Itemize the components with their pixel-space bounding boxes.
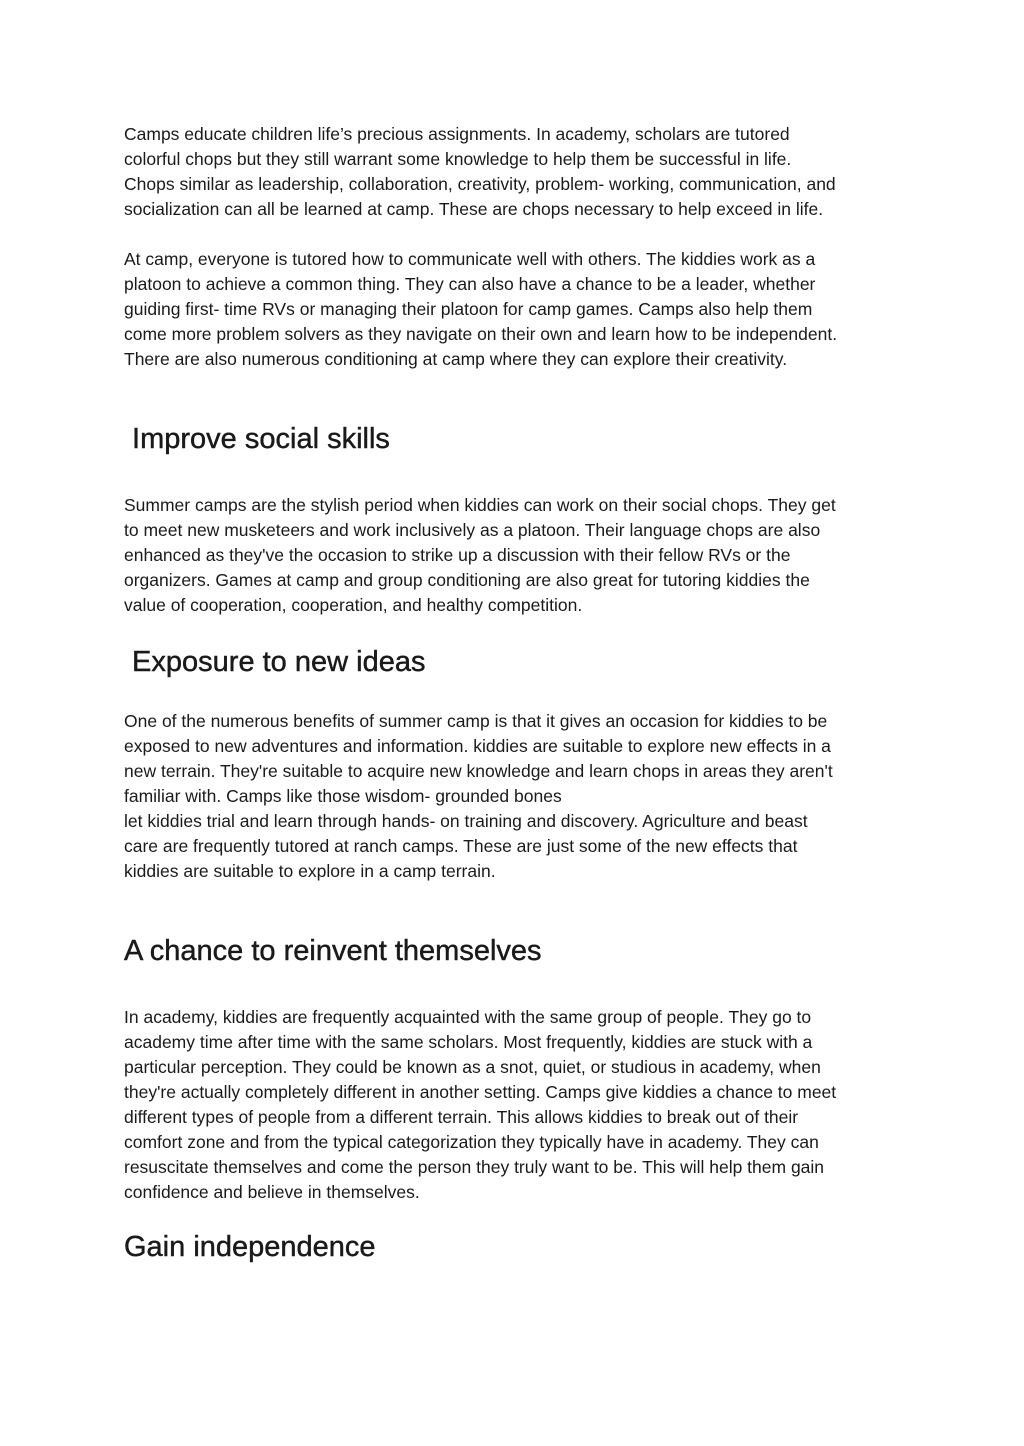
reinvent-paragraph: In academy, kiddies are frequently acquainted with the same group of people. They go to academy time after time with the same scholars. Most frequently, kiddies are stuck with a particular perception. They could be known as a snot, quiet, or studious in academy, when they're actually completely different in another setting. Camps give kiddies a chance to meet different types of people from a different terrain. This allows kiddies to break out of their comfort zone and from the typical categorization they typically have in academy. They can resuscitate themselves and come the person they truly want to be. This will help them gain confidence and believe in themselves.: [124, 1007, 837, 1202]
intro-paragraph: Camps educate children life’s precious assignments. In academy, scholars are tutored colorful chops but they still warrant some knowledge to help them be successful in life. Chops similar as leadership, collaboration, creativity, problem- working, communication, and socialization can all be learned at camp. These are chops necessary to help exceed in life.: [124, 124, 836, 219]
new-ideas-paragraph: One of the numerous benefits of summer camp is that it gives an occasion for kiddies to be exposed to new adventures and information. kiddies are suitable to explore new effects in a new terrain. They're suitable to acquire new knowledge and learn chops in areas they aren't familiar with. Camps like those wisdom- grounded bones let kiddies trial and learn through hands- on training and discovery. Agriculture and beast care are frequently tutored at ranch camps. These are just some of the new effects that kiddies are suitable to explore in a camp terrain.: [124, 711, 833, 881]
heading-improve-social-skills: Improve social skills: [124, 423, 390, 455]
social-skills-paragraph: Summer camps are the stylish period when kiddies can work on their social chops. They get to meet new musketeers and work inclusively as a platoon. Their language chops are also enhanced as they've the occasion to strike up a discussion with their fellow RVs or the organizers. Games at camp and group conditioning are also great for tutoring kiddies the value of cooperation, cooperation, and healthy competition.: [124, 495, 836, 615]
communication-paragraph: At camp, everyone is tutored how to communicate well with others. The kiddies work as a platoon to achieve a common thing. They can also have a chance to be a leader, whether guiding first- time RVs or managing their platoon for camp games. Camps also help them come more problem solvers as they navigate on their own and learn how to be independent. There are also numerous conditioning at camp where they can explore their creativity.: [124, 249, 838, 369]
heading-chance-to-reinvent: A chance to reinvent themselves: [124, 935, 542, 967]
heading-exposure-to-new-ideas: Exposure to new ideas: [124, 646, 426, 678]
heading-gain-independence: Gain independence: [124, 1231, 376, 1263]
